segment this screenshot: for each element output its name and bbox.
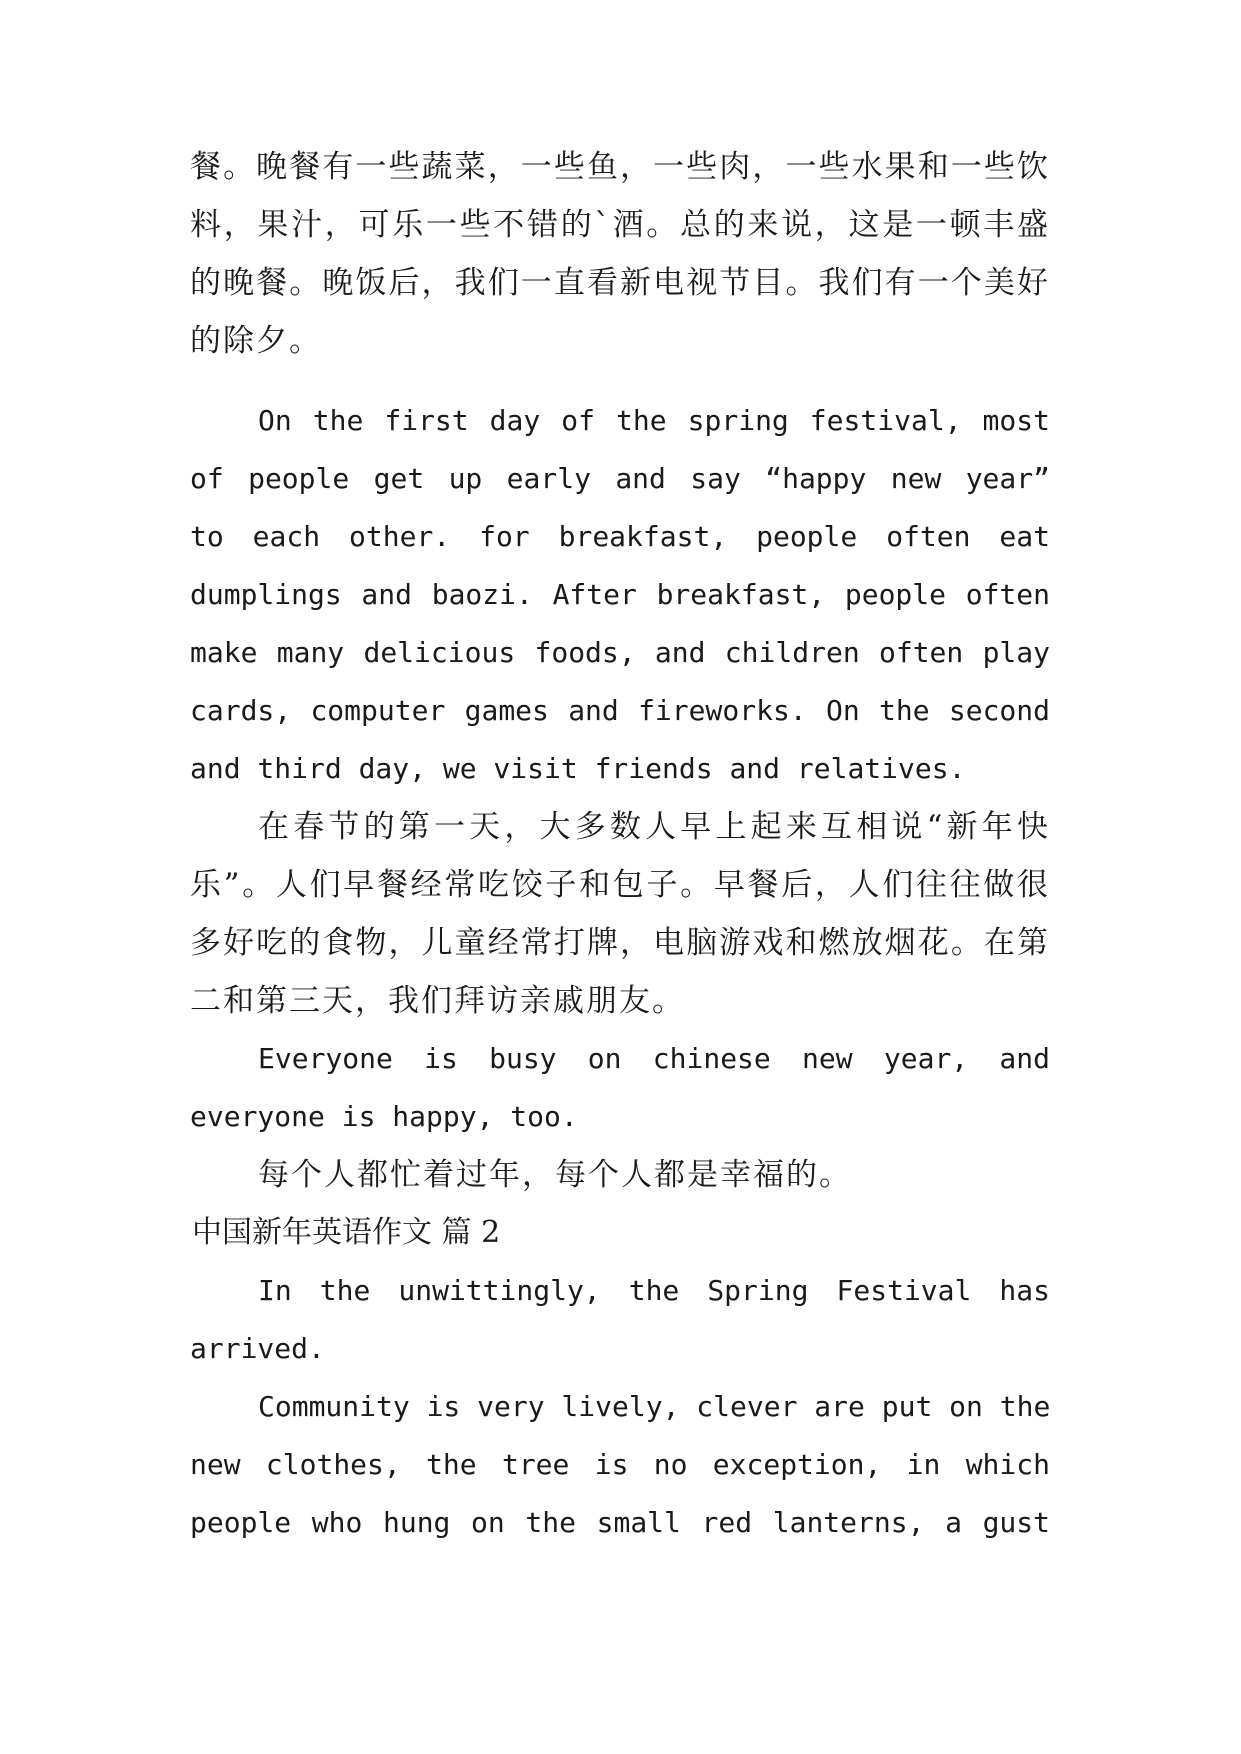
paragraph-line: arrived. [190, 1332, 325, 1365]
paragraph-line: 在春节的第一天，大多数人早上起来互相说“新年快 [258, 809, 1050, 845]
paragraph-line: In the unwittingly, the Spring Festival has [258, 1274, 1050, 1307]
paragraph-line: 的除夕。 [190, 323, 322, 359]
paragraph-line: to each other. for breakfast, people often eat [190, 520, 1050, 553]
paragraph-line: everyone is happy, too. [190, 1100, 578, 1133]
paragraph-line: 每个人都忙着过年，每个人都是幸福的。 [258, 1157, 852, 1193]
paragraph-line: of people get up early and say “happy new year” [190, 462, 1050, 495]
paragraph-line: 二和第三天，我们拜访亲戚朋友。 [190, 983, 685, 1019]
paragraph-line: On the first day of the spring festival, most [258, 404, 1050, 437]
paragraph-line: cards, computer games and fireworks. On the second [190, 694, 1050, 727]
paragraph-line: Community is very lively, clever are put on the [258, 1390, 1050, 1423]
paragraph-line: 多好吃的食物，儿童经常打牌，电脑游戏和燃放烟花。在第 [190, 925, 1050, 961]
paragraph-line: and third day, we visit friends and relatives. [190, 752, 966, 785]
paragraph-line: 的晚餐。晚饭后，我们一直看新电视节目。我们有一个美好 [190, 265, 1050, 301]
paragraph-line: 餐。晚餐有一些蔬菜，一些鱼，一些肉，一些水果和一些饮 [190, 149, 1050, 185]
section-heading: 中国新年英语作文 篇 2 [192, 1215, 501, 1250]
paragraph-line: 料，果汁，可乐一些不错的`酒。总的来说，这是一顿丰盛 [190, 207, 1050, 243]
paragraph-line: make many delicious foods, and children often play [190, 636, 1050, 669]
paragraph-line: people who hung on the small red lanterns, a gust [190, 1506, 1050, 1539]
paragraph-line: new clothes, the tree is no exception, in which [190, 1448, 1050, 1481]
paragraph-line: dumplings and baozi. After breakfast, people often [190, 578, 1050, 611]
paragraph-line: 乐”。人们早餐经常吃饺子和包子。早餐后，人们往往做很 [190, 867, 1050, 903]
paragraph-line: Everyone is busy on chinese new year, and [258, 1042, 1050, 1075]
